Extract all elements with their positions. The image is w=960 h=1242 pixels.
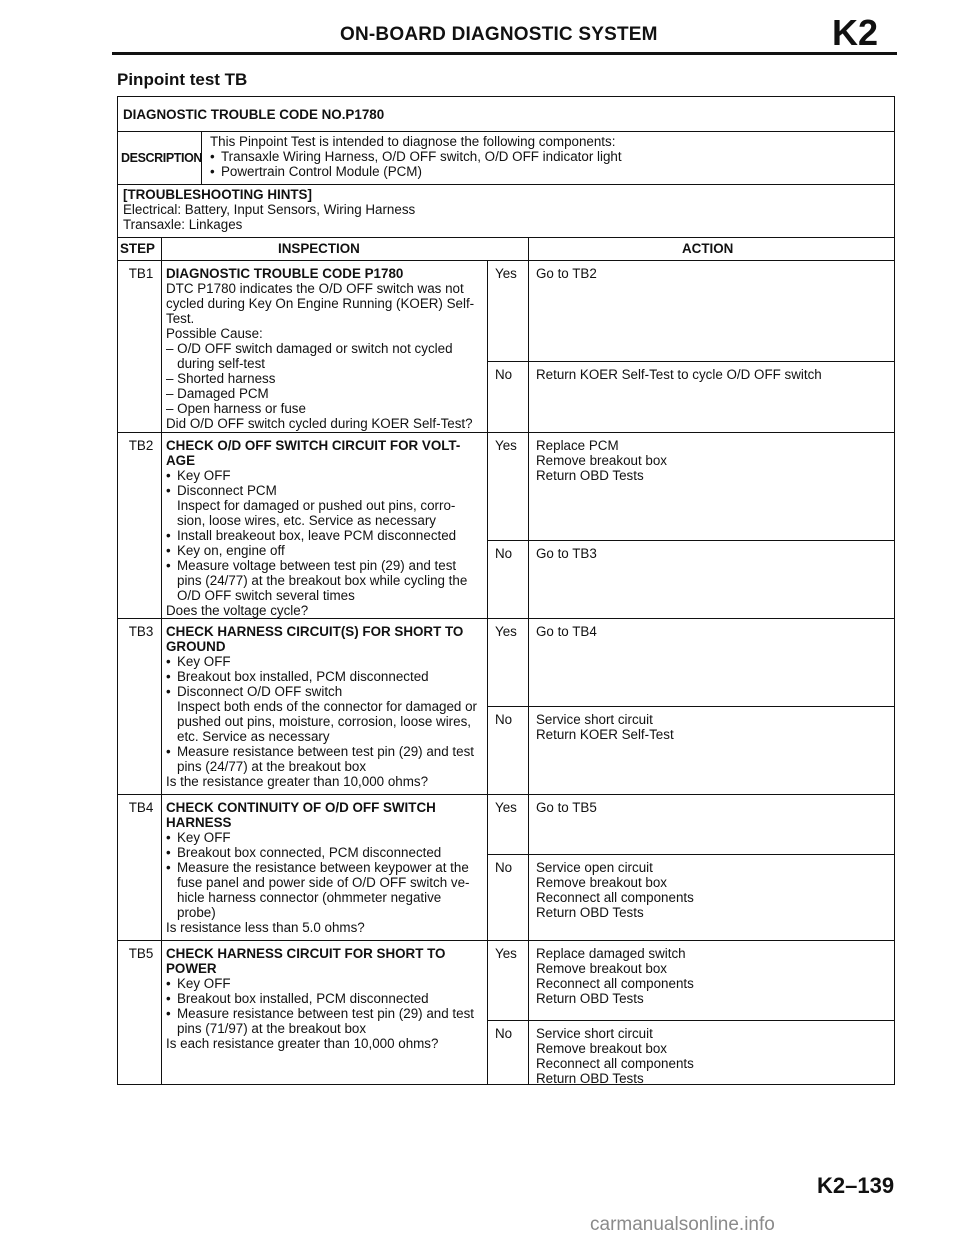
pinpoint-test-title: Pinpoint test TB (117, 70, 248, 89)
inspection-text (166, 438, 484, 618)
inspection-bullet: • Measure the resistance between keypower at the fuse panel and power side of O/D OFF switch ve- hicle harness connector (ohmmeter negative probe) (166, 860, 484, 920)
inspection-question: Is each resistance greater than 10,000 ohms? (166, 1036, 439, 1051)
header-step: STEP (120, 241, 155, 256)
no-action: Service open circuit Remove breakout box Reconnect all components Return OBD Tests (536, 860, 694, 920)
header-action: ACTION (682, 241, 734, 256)
step-id: TB4 (128, 800, 154, 815)
description-label: DESCRIPTION (118, 132, 202, 184)
no-label: No (495, 860, 513, 875)
inspection-line: – Open harness or fuse (166, 401, 306, 416)
yes-action: Replace damaged switch Remove breakout box Reconnect all components Return OBD Tests (536, 946, 694, 1006)
step-id: TB2 (128, 438, 154, 453)
description-intro: This Pinpoint Test is intended to diagnose the following components: (210, 134, 616, 149)
no-action: Service short circuit Return KOER Self-Test (536, 712, 674, 742)
inspection-line: Test. (166, 311, 195, 326)
inspection-bullet: • Key OFF (166, 976, 484, 991)
inspection-title: CHECK CONTINUITY OF O/D OFF SWITCH HARNESS (166, 800, 436, 830)
inspection-bullet: • Disconnect O/D OFF switch Inspect both ends of the connector for damaged or pushed out pins, moisture, corrosion, loose wires, etc. Service as necessary (166, 684, 484, 744)
inspection-question: Does the voltage cycle? (166, 603, 309, 618)
inspection-bullet: • Breakout box installed, PCM disconnected (166, 991, 484, 1006)
no-action: Return KOER Self-Test to cycle O/D OFF switch (536, 367, 822, 382)
hints-line: Electrical: Battery, Input Sensors, Wiring Harness (123, 202, 416, 217)
no-action: Go to TB3 (536, 546, 597, 561)
no-label: No (495, 712, 513, 727)
section-code: K2 (832, 12, 879, 53)
step-id: TB5 (128, 946, 154, 961)
step-id: TB1 (128, 266, 154, 281)
yes-action: Replace PCM Remove breakout box Return OBD Tests (536, 438, 668, 483)
inspection-bullet: • Measure resistance between test pin (29) and test pins (24/77) at the breakout box (166, 744, 484, 774)
page-number: K2–139 (817, 1173, 895, 1198)
no-label: No (495, 1026, 513, 1041)
header-rule (112, 52, 897, 55)
inspection-bullet: • Key on, engine off (166, 543, 484, 558)
inspection-bullet: • Key OFF (166, 830, 484, 845)
inspection-line: – Damaged PCM (166, 386, 269, 401)
hints-heading: [TROUBLESHOOTING HINTS] (123, 187, 312, 202)
inspection-title: CHECK O/D OFF SWITCH CIRCUIT FOR VOLT- AGE (166, 438, 461, 468)
step-row (118, 432, 894, 618)
inspection-text (166, 800, 484, 935)
inspection-line: during self-test (166, 356, 265, 371)
inspection-line: Did O/D OFF switch cycled during KOER Self-Test? (166, 416, 473, 431)
inspection-bullet: • Install breakeout box, leave PCM disconnected (166, 528, 484, 543)
inspection-title: CHECK HARNESS CIRCUIT FOR SHORT TO POWER (166, 946, 446, 976)
yes-action: Go to TB2 (536, 266, 597, 281)
inspection-line: – O/D OFF switch damaged or switch not cycled (166, 341, 453, 356)
header-inspection: INSPECTION (278, 241, 360, 256)
step-row (118, 794, 894, 940)
yes-label: Yes (495, 624, 517, 639)
troubleshooting-hints (117, 184, 895, 238)
step-id: TB3 (128, 624, 154, 639)
description-item: • Powertrain Control Module (PCM) (210, 164, 622, 179)
inspection-text (166, 266, 484, 431)
inspection-bullet: • Disconnect PCM Inspect for damaged or pushed out pins, corro- sion, loose wires, etc. Service as necessary (166, 483, 484, 528)
yes-label: Yes (495, 266, 517, 281)
inspection-question: Is resistance less than 5.0 ohms? (166, 920, 365, 935)
yes-action: Go to TB4 (536, 624, 597, 639)
no-action: Service short circuit Remove breakout box Reconnect all components Return OBD Tests (536, 1026, 694, 1086)
inspection-line: DTC P1780 indicates the O/D OFF switch was not (166, 281, 464, 296)
inspection-line: – Shorted harness (166, 371, 276, 386)
watermark: carmanualsonline.info (590, 1214, 775, 1235)
inspection-bullet: • Breakout box installed, PCM disconnected (166, 669, 484, 684)
inspection-title: DIAGNOSTIC TROUBLE CODE P1780 (166, 266, 404, 281)
inspection-bullet: • Breakout box connected, PCM disconnected (166, 845, 484, 860)
step-row (118, 260, 894, 432)
no-label: No (495, 367, 513, 382)
inspection-title: CHECK HARNESS CIRCUIT(S) FOR SHORT TO GROUND (166, 624, 464, 654)
inspection-line: Possible Cause: (166, 326, 263, 341)
no-label: No (495, 546, 513, 561)
page-header-title: ON-BOARD DIAGNOSTIC SYSTEM (340, 24, 658, 45)
inspection-bullet: • Key OFF (166, 468, 484, 483)
hints-line: Transaxle: Linkages (123, 217, 243, 232)
step-row (118, 618, 894, 794)
yes-label: Yes (495, 438, 517, 453)
description-block (117, 131, 895, 185)
yes-label: Yes (495, 800, 517, 815)
step-row (118, 940, 894, 1085)
inspection-bullet: • Measure voltage between test pin (29) and test pins (24/77) at the breakout box while cycling the O/D OFF switch several times (166, 558, 484, 603)
inspection-question: Is the resistance greater than 10,000 ohms? (166, 774, 429, 789)
yes-action: Go to TB5 (536, 800, 597, 815)
description-text (210, 134, 622, 179)
inspection-text (166, 624, 484, 789)
inspection-text (166, 946, 484, 1051)
yes-label: Yes (495, 946, 517, 961)
inspection-line: cycled during Key On Engine Running (KOER) Self- (166, 296, 475, 311)
description-item: • Transaxle Wiring Harness, O/D OFF switch, O/D OFF indicator light (210, 149, 622, 164)
inspection-bullet: • Key OFF (166, 654, 484, 669)
inspection-bullet: • Measure resistance between test pin (29) and test pins (71/97) at the breakout box (166, 1006, 484, 1036)
inspection-table (117, 237, 895, 1085)
dtc-title: DIAGNOSTIC TROUBLE CODE NO.P1780 (117, 96, 895, 132)
